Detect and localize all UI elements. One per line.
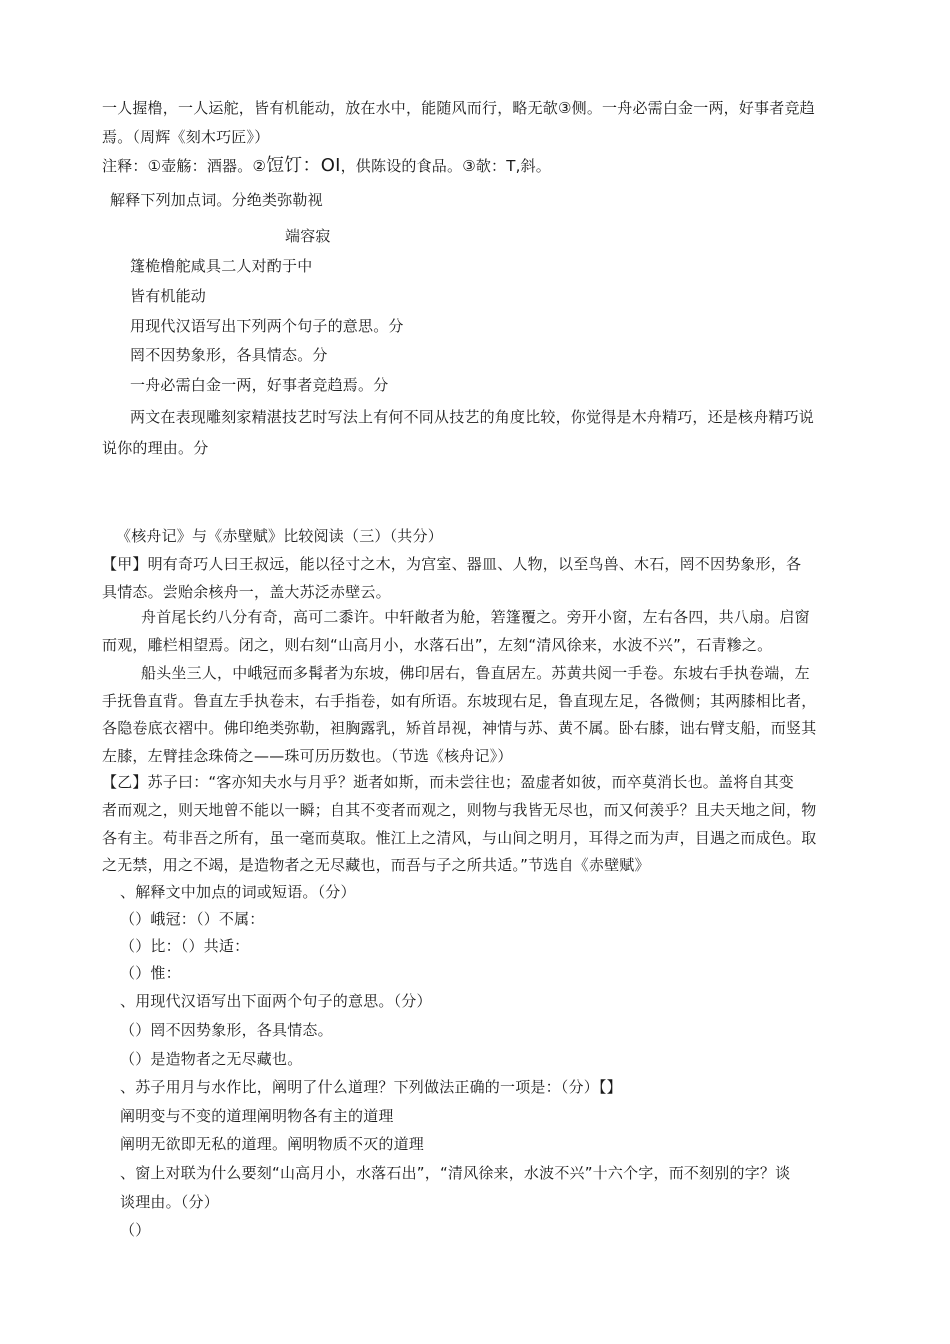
- question-line: 两文在表现雕刻家精湛技艺时写法上有何不同从技艺的角度比较，你觉得是木舟精巧，还是核舟精巧说: [130, 408, 815, 426]
- passage-line: 焉。（周辉《刻木巧匠》）: [102, 128, 270, 146]
- section-title: 《核舟记》与《赤壁赋》比较阅读（三）（共分）: [116, 527, 443, 545]
- question-line: 用现代汉语写出下列两个句子的意思。分: [130, 317, 404, 335]
- question-item: （）是造物者之无尽藏也。: [120, 1050, 303, 1068]
- passage-line: 【甲】明有奇巧人曰王叔远，能以径寸之木，为宫室、器皿、人物，以至鸟兽、木石，罔不因势象形，各: [102, 555, 802, 573]
- question-option: 阐明无欲即无私的道理。阐明物质不灭的道理: [120, 1135, 425, 1153]
- question-item: 篷桅橹舵咸具二人对酌于中: [130, 257, 313, 275]
- question-line: 解释下列加点词。分绝类弥勒视: [110, 191, 323, 209]
- passage-line: 之无禁，用之不竭，是造物者之无尽藏也，而吾与子之所共适。”节选自《赤壁赋》: [102, 856, 650, 874]
- annotation-emphasis: 饾饤：OI: [266, 155, 341, 176]
- question-item: 一舟必需白金一两，好事者竞趋焉。分: [130, 376, 389, 394]
- passage-line: 各有主。苟非吾之所有，虽一毫而莫取。惟江上之清风，与山间之明月，耳得之而为声，目遇之而成色。取: [102, 829, 817, 847]
- question-item: 罔不因势象形，各具情态。分: [130, 346, 328, 364]
- annotation-suffix: ，供陈设的食品。③欹：T,斜。: [340, 157, 551, 175]
- passage-line: 【乙】苏子曰：“客亦知夫水与月乎？逝者如斯，而未尝往也；盈虚者如彼，而卒莫消长也。盖将自其变: [102, 773, 794, 791]
- passage-line: 舟首尾长约八分有奇，高可二黍许。中轩敞者为舱，箬篷覆之。旁开小窗，左右各四，共八扇。启窗: [141, 608, 810, 626]
- question-line: 说你的理由。分: [102, 439, 209, 457]
- question-item: 皆有机能动: [130, 287, 207, 305]
- question-option: 阐明变与不变的道理阐明物各有主的道理: [120, 1107, 394, 1125]
- passage-line: 船头坐三人，中峨冠而多髯者为东坡，佛印居右，鲁直居左。苏黄共阅一手卷。东坡右手执卷端，左: [141, 664, 810, 682]
- question-item: （）峨冠：（）不属：: [120, 910, 265, 928]
- question-line: 谈理由。（分）: [120, 1193, 219, 1211]
- passage-line: 左膝，左臂挂念珠倚之——珠可历历数也。（节选《核舟记》）: [102, 747, 513, 765]
- annotation-prefix: 注释：①壶觞：酒器。②: [102, 157, 267, 175]
- question-item: （）罔不因势象形，各具情态。: [120, 1021, 333, 1039]
- passage-line: 各隐卷底衣褶中。佛印绝类弥勒，袒胸露乳，矫首昂视，神情与苏、黄不属。卧右膝，诎右臂支船，而竖其: [102, 719, 817, 737]
- question-item: （）惟：: [120, 964, 181, 982]
- answer-blank: （）: [120, 1221, 151, 1239]
- passage-line: 者而观之，则天地曾不能以一瞬；自其不变者而观之，则物与我皆无尽也，而又何羡乎？且夫天地之间，物: [102, 801, 817, 819]
- question-line: 、用现代汉语写出下面两个句子的意思。（分）: [120, 992, 432, 1010]
- question-line: 端容寂: [285, 227, 331, 245]
- passage-line: 而观，雕栏相望焉。闭之，则右刻“山高月小，水落石出”，左刻“清风徐来，水波不兴”，石青糁之。: [102, 636, 773, 654]
- passage-line: 手抚鲁直背。鲁直左手执卷末，右手指卷，如有所语。东坡现右足，鲁直现左足，各微侧；其两膝相比者，: [102, 692, 817, 710]
- question-item: （）比：（）共适：: [120, 937, 250, 955]
- passage-line: 一人握橹，一人运舵，皆有机能动，放在水中，能随风而行，略无欹③侧。一舟必需白金一两，好事者竞趋: [102, 99, 815, 117]
- question-line: 、窗上对联为什么要刻“山高月小，水落石出”，“清风徐来，水波不兴”十六个字，而不刻别的字？谈: [120, 1164, 791, 1182]
- question-line: 、苏子用月与水作比，阐明了什么道理？下列做法正确的一项是：（分）【】: [120, 1078, 622, 1096]
- question-line: 、解释文中加点的词或短语。（分）: [120, 883, 356, 901]
- passage-line: 具情态。尝贻余核舟一，盖大苏泛赤壁云。: [102, 583, 391, 601]
- annotation-line: [102, 156, 551, 176]
